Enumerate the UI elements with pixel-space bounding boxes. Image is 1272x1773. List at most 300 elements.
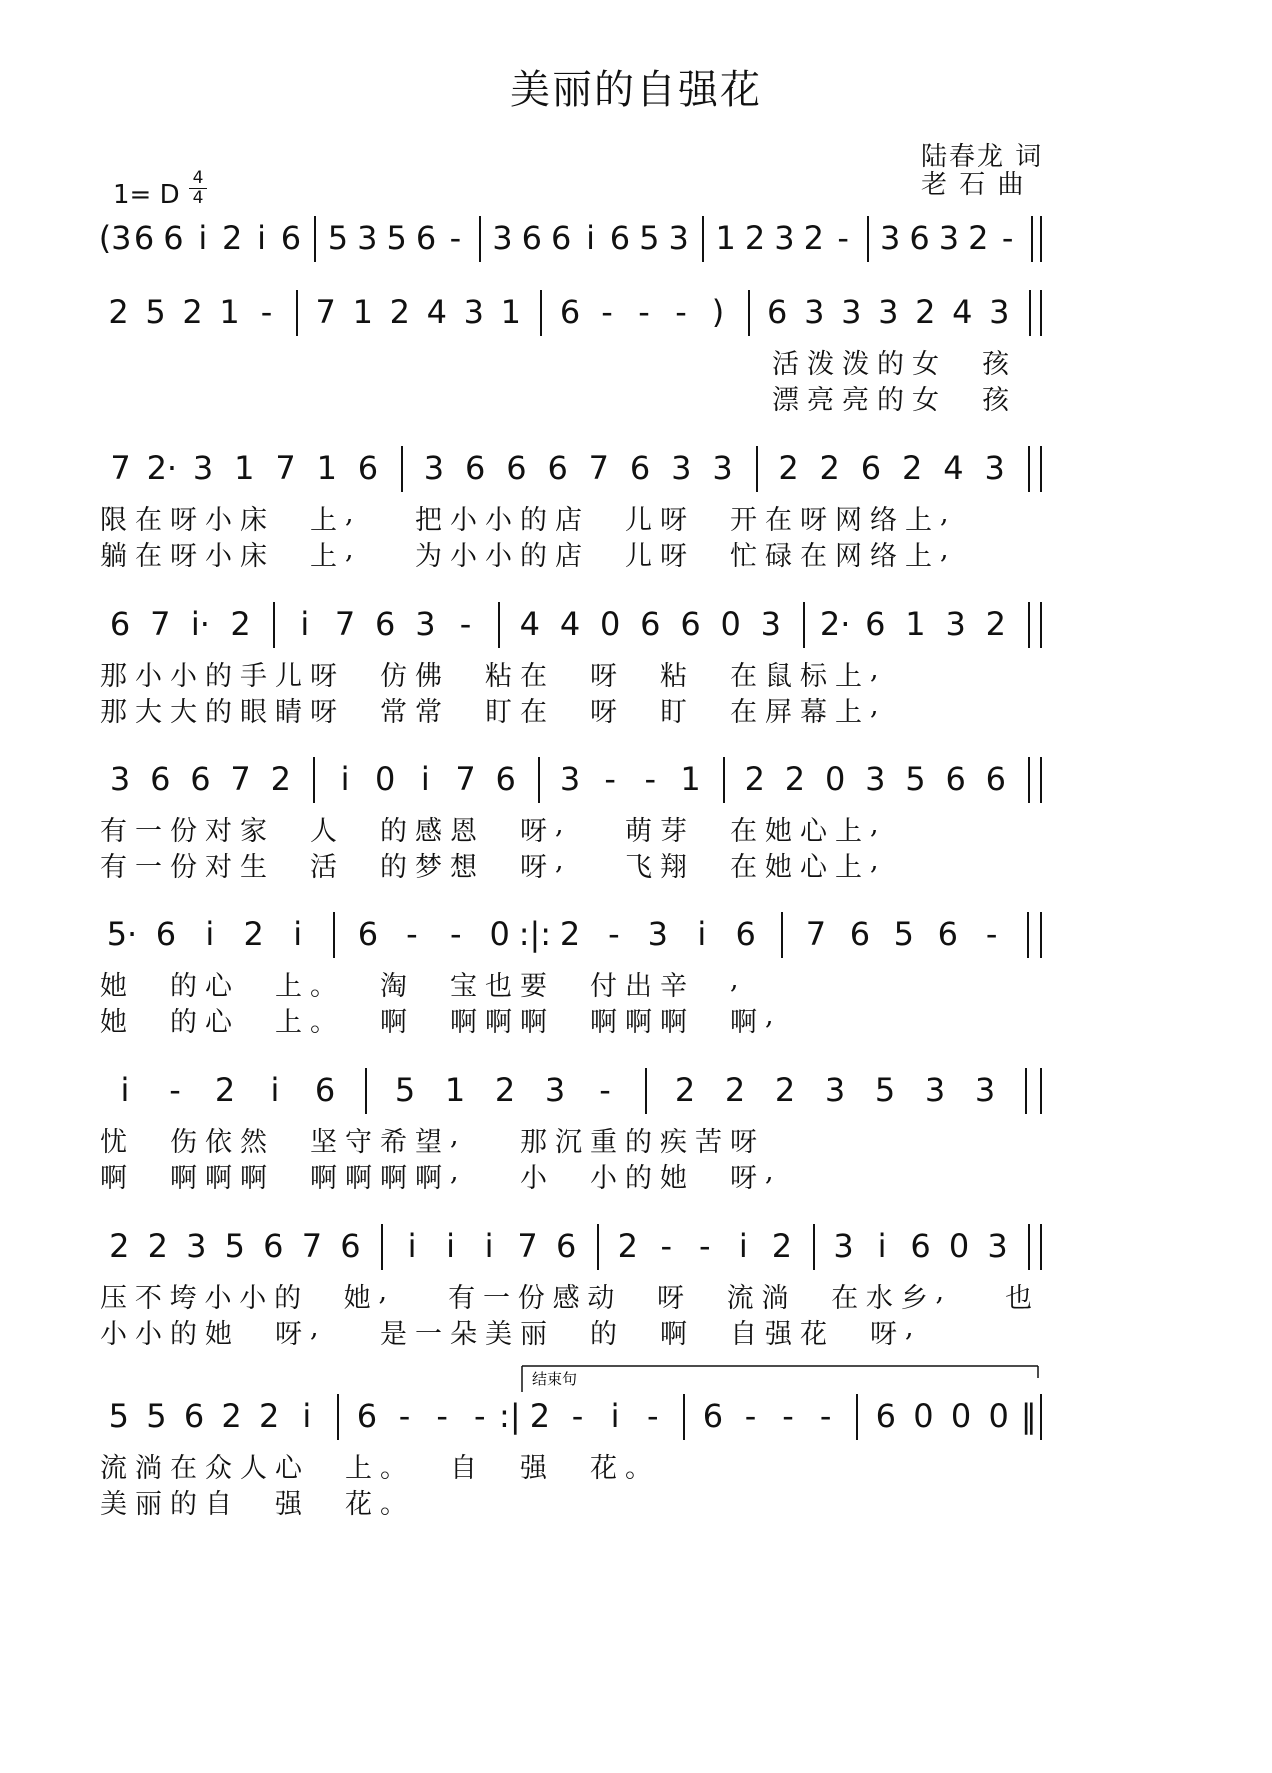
note: 6 <box>937 915 958 953</box>
lyric-char: 人 <box>240 1453 267 1484</box>
note: i <box>697 915 707 953</box>
lyric-char: 的 <box>520 541 547 572</box>
lyric-char: 在 <box>520 661 547 692</box>
note: 3 <box>647 915 669 953</box>
note: 6 <box>356 1397 378 1435</box>
note: 7 <box>275 449 296 487</box>
lyric-char: 的 <box>380 852 407 883</box>
lyric-char: 上 <box>310 541 337 572</box>
lyric-char: 小 <box>100 1319 127 1350</box>
note: 2 <box>221 1397 242 1435</box>
note: 6 <box>155 915 177 953</box>
note: 3 <box>865 760 886 798</box>
lyric-char: 的 <box>380 816 407 847</box>
note: 6 <box>340 1227 361 1265</box>
lyric-char: 幕 <box>800 697 827 728</box>
note: 2· <box>819 605 851 643</box>
note: 3 <box>880 219 901 257</box>
time-signature-bottom: 4 <box>192 188 204 208</box>
lyric-char: 的 <box>520 505 547 536</box>
lyric-char: , <box>555 809 564 840</box>
note: 1 <box>444 1071 466 1109</box>
note: 6 <box>640 605 661 643</box>
note: 6 <box>357 449 379 487</box>
note: 0 <box>720 605 741 643</box>
note: 1 <box>316 449 337 487</box>
note: - <box>571 1397 584 1435</box>
note: 6 <box>555 1227 577 1265</box>
note: 0 <box>950 1397 972 1435</box>
note: 5 <box>145 293 166 331</box>
lyric-char: 呀 <box>310 697 337 728</box>
note: 7 <box>150 605 171 643</box>
note: - <box>436 1397 448 1435</box>
note: 2 <box>182 293 203 331</box>
lyric-char: 泼 <box>842 349 869 380</box>
note: 6 <box>875 1397 896 1435</box>
note: 6 <box>985 760 1006 798</box>
note: 6 <box>314 1071 336 1109</box>
lyric-char: 孩 <box>982 349 1009 380</box>
lyric-char: 小 <box>205 505 232 536</box>
composer-credit: 老 石 曲 <box>921 170 1026 200</box>
lyric-char: 要 <box>520 971 547 1002</box>
lyric-char: 希 <box>380 1127 407 1158</box>
note: 3 <box>878 293 899 331</box>
lyric-char: 漂 <box>772 385 799 416</box>
note: 6 <box>629 449 651 487</box>
key-signature: 1= D <box>113 180 180 210</box>
note: 4 <box>519 605 540 643</box>
lyric-char: 乡 <box>900 1283 928 1314</box>
lyric-char: 的 <box>877 385 904 416</box>
note: 2 <box>214 1071 236 1109</box>
note: 7 <box>110 449 131 487</box>
lyric-char: 活 <box>772 349 799 380</box>
note: 6 <box>909 219 930 257</box>
lyric-char: 的 <box>625 1127 652 1158</box>
note: 2 <box>147 1227 168 1265</box>
lyric-char: 心 <box>205 1007 232 1038</box>
note: 6 <box>702 1397 724 1435</box>
lyric-char: 强 <box>765 1319 792 1350</box>
lyric-char: 的 <box>625 1163 652 1194</box>
lyric-char: 在 <box>765 505 792 536</box>
lyric-char: 在 <box>135 505 162 536</box>
lyric-char: 的 <box>274 1283 302 1314</box>
lyric-char: 心 <box>800 852 827 883</box>
note: 3 <box>987 1227 1008 1265</box>
lyric-char: 上 <box>275 971 302 1002</box>
lyric-char: 呀 <box>310 661 337 692</box>
lyric-char: 自 <box>730 1319 757 1350</box>
note: 3 <box>924 1071 946 1109</box>
lyric-char: 啊 <box>730 1007 757 1038</box>
note: - <box>660 1227 673 1265</box>
lyric-char: 女 <box>912 385 939 416</box>
note: 6 <box>190 760 211 798</box>
note: i <box>205 915 215 953</box>
note: 6 <box>735 915 756 953</box>
lyric-char: 一 <box>415 1319 442 1350</box>
lyric-char: 粘 <box>485 661 512 692</box>
note: i <box>340 760 350 798</box>
lyric-char: 辛 <box>660 971 687 1002</box>
note: 3 <box>671 449 692 487</box>
note: i <box>198 219 208 257</box>
lyric-char: 啊 <box>660 1007 687 1038</box>
note: - <box>744 1397 757 1435</box>
lyric-char: 网 <box>835 505 862 536</box>
note: 3 <box>668 219 689 257</box>
lyric-char: 伤 <box>170 1127 197 1158</box>
lyric-char: 不 <box>134 1283 162 1314</box>
repeat-barline: :| <box>499 1397 521 1435</box>
note: 2 <box>915 293 936 331</box>
lyric-char: 份 <box>517 1283 545 1314</box>
note: - <box>473 1397 486 1435</box>
note: i· <box>190 605 210 643</box>
lyric-char: 在 <box>730 852 757 883</box>
note: 3 <box>833 1227 854 1265</box>
note: 2 <box>259 1397 280 1435</box>
lyric-char: 。 <box>380 1453 407 1484</box>
lyric-char: 呀 <box>870 1319 897 1350</box>
lyric-char: 感 <box>552 1283 580 1314</box>
lyric-char: 小 <box>170 661 197 692</box>
lyric-char: 啊 <box>380 1163 407 1194</box>
note: 3 <box>938 219 960 257</box>
lyric-char: 在 <box>730 697 757 728</box>
repeat-barline: ‖ <box>1020 1397 1037 1435</box>
note: 5 <box>327 219 349 257</box>
note: 7 <box>455 760 476 798</box>
note: 2 <box>819 449 840 487</box>
note: 6 <box>357 915 379 953</box>
note: 3 <box>804 293 825 331</box>
lyric-char: 飞 <box>625 852 652 883</box>
lyric-char: 。 <box>310 1007 337 1038</box>
note: - <box>604 760 616 798</box>
lyric-char: 丽 <box>520 1319 547 1350</box>
note: 5 <box>108 1397 129 1435</box>
lyric-char: 一 <box>135 852 162 883</box>
note: i <box>420 760 430 798</box>
lyric-char: 女 <box>912 349 939 380</box>
lyric-char: 小 <box>204 1283 232 1314</box>
note: 6 <box>109 605 131 643</box>
note: 2 <box>389 293 410 331</box>
note: 5 <box>146 1397 167 1435</box>
note: 6 <box>495 760 516 798</box>
lyric-char: 压 <box>100 1283 127 1314</box>
note: 2 <box>778 449 799 487</box>
note: i <box>586 219 595 257</box>
note: - <box>450 915 462 953</box>
note: 1 <box>680 760 701 798</box>
note: 6 <box>133 219 155 257</box>
lyric-char: 的 <box>205 661 232 692</box>
lyric-char: 坚 <box>310 1127 337 1158</box>
note: 5 <box>394 1071 416 1109</box>
note: i <box>302 1397 312 1435</box>
lyric-char: 动 <box>587 1283 615 1314</box>
note: - <box>449 219 462 257</box>
note: i <box>120 1071 130 1109</box>
lyric-char: 儿 <box>625 505 652 536</box>
note: 5 <box>639 219 660 257</box>
lyric-char: 呀 <box>730 1163 757 1194</box>
lyric-char: 亮 <box>807 385 834 416</box>
note: 2 <box>243 915 264 953</box>
lyric-char: 常 <box>380 697 407 728</box>
lyric-char: 萌 <box>625 816 652 847</box>
lyric-char: 小 <box>135 661 162 692</box>
lyric-char: 感 <box>415 816 442 847</box>
lyric-char: 盯 <box>485 697 512 728</box>
lyric-char: , <box>378 1276 388 1307</box>
lyric-char: 儿 <box>625 541 652 572</box>
note: i <box>738 1227 748 1265</box>
note: (3 <box>98 219 132 257</box>
note: 3 <box>423 449 445 487</box>
note: 7 <box>805 915 827 953</box>
lyric-char: 水 <box>865 1283 893 1314</box>
lyric-char: 小 <box>520 1163 547 1194</box>
lyric-char: 她 <box>100 1007 127 1038</box>
lyric-char: 啊 <box>170 1163 197 1194</box>
note: 6 <box>150 760 171 798</box>
lyric-char: 开 <box>730 505 757 536</box>
lyric-char: 的 <box>205 697 232 728</box>
note: 6 <box>163 219 184 257</box>
lyric-char: 在 <box>730 661 757 692</box>
note: 6 <box>551 219 572 257</box>
lyric-char: 盯 <box>660 697 687 728</box>
note: - <box>599 1071 611 1109</box>
note: 6 <box>559 293 581 331</box>
note: i <box>407 1227 417 1265</box>
note: 6 <box>521 219 542 257</box>
lyric-char: 心 <box>800 816 827 847</box>
lyric-char: 上 <box>275 1007 302 1038</box>
note: 5 <box>386 219 407 257</box>
lyric-char: 店 <box>555 541 582 572</box>
lyric-char: 啊 <box>660 1319 687 1350</box>
lyric-char: 呀 <box>170 505 197 536</box>
note: 2· <box>146 449 178 487</box>
lyric-char: 床 <box>240 541 267 572</box>
lyric-char: 众 <box>205 1453 232 1484</box>
note: - <box>169 1071 181 1109</box>
lyric-char: 粘 <box>660 661 687 692</box>
note: 1 <box>219 293 240 331</box>
note: 6 <box>280 219 302 257</box>
note: 5 <box>224 1227 245 1265</box>
lyric-char: 美 <box>485 1319 512 1350</box>
lyric-char: 丽 <box>135 1489 162 1520</box>
note: - <box>459 605 472 643</box>
lyric-char: 的 <box>170 971 197 1002</box>
lyric-char: 的 <box>170 1319 197 1350</box>
ending-bracket <box>522 1366 1038 1392</box>
lyric-char: 呀 <box>800 505 827 536</box>
lyric-char: 为 <box>415 541 442 572</box>
note: 5 <box>905 760 926 798</box>
lyric-char: 啊 <box>485 1007 512 1038</box>
lyric-char: 上 <box>310 505 337 536</box>
note: - <box>1001 219 1014 257</box>
note: 1 <box>905 605 926 643</box>
lyric-char: 的 <box>170 1007 197 1038</box>
lyric-char: 生 <box>240 852 267 883</box>
lyric-char: 的 <box>877 349 904 380</box>
lyric-char: 流 <box>726 1283 754 1314</box>
note: - <box>837 219 849 257</box>
lyric-char: 店 <box>555 505 582 536</box>
note: 2 <box>771 1227 793 1265</box>
lyric-char: 守 <box>345 1127 372 1158</box>
lyric-char: 上 <box>835 816 862 847</box>
note: 2 <box>744 760 765 798</box>
lyric-char: 络 <box>870 505 897 536</box>
lyric-char: 啊 <box>450 1007 477 1038</box>
lyric-char: 人 <box>310 816 337 847</box>
note: 2 <box>744 219 766 257</box>
lyric-char: 啊 <box>310 1163 337 1194</box>
lyric-char: 在 <box>800 541 827 572</box>
note: 6 <box>910 1227 931 1265</box>
lyric-char: 呀 <box>520 852 547 883</box>
note: 2 <box>230 605 251 643</box>
note: 2 <box>109 1227 130 1265</box>
lyric-char: , <box>940 498 949 529</box>
lyric-char: 淌 <box>761 1283 789 1314</box>
note: 6 <box>547 449 568 487</box>
lyric-char: , <box>870 809 879 840</box>
lyric-char: 网 <box>835 541 862 572</box>
lyric-char: 小 <box>205 541 232 572</box>
lyric-char: 沉 <box>555 1127 582 1158</box>
lyric-char: 呀 <box>590 697 617 728</box>
lyric-char: 把 <box>415 505 442 536</box>
note: 6 <box>183 1397 205 1435</box>
note: 6 <box>464 449 486 487</box>
lyric-char: 花 <box>345 1489 372 1520</box>
note: 7 <box>588 449 610 487</box>
lyric-char: 美 <box>100 1489 127 1520</box>
note: 7 <box>334 605 356 643</box>
song-title: 美丽的自强花 <box>510 67 762 113</box>
lyric-char: 有 <box>100 852 127 883</box>
lyric-char: 啊 <box>415 1163 442 1194</box>
lyric-char: 。 <box>625 1453 652 1484</box>
lyric-char: 也 <box>485 971 512 1002</box>
lyric-char: 强 <box>275 1489 302 1520</box>
note: - <box>601 293 613 331</box>
lyric-char: 小 <box>135 1319 162 1350</box>
note: 1 <box>234 449 255 487</box>
note: 2 <box>724 1071 746 1109</box>
note: 1 <box>352 293 373 331</box>
note: 6 <box>767 293 788 331</box>
note: 2 <box>559 915 581 953</box>
lyric-char: 苦 <box>695 1127 722 1158</box>
note: - <box>398 1397 411 1435</box>
note: 2 <box>529 1397 551 1435</box>
lyric-char: 小 <box>485 505 512 536</box>
note: 3 <box>463 293 484 331</box>
lyric-char: 啊 <box>205 1163 232 1194</box>
note: 6 <box>609 219 631 257</box>
lyric-char: 她 <box>765 816 792 847</box>
note: 3 <box>192 449 214 487</box>
lyric-char: 呀 <box>657 1283 685 1314</box>
lyric-char: 家 <box>240 816 267 847</box>
note: 2 <box>108 293 129 331</box>
lyric-char: 淘 <box>380 971 407 1002</box>
lyric-char: 那 <box>520 1127 547 1158</box>
note: - <box>406 915 418 953</box>
lyric-char: 仿 <box>380 661 407 692</box>
note: - <box>260 293 273 331</box>
lyric-char: 望 <box>415 1127 442 1158</box>
note: 0 <box>824 760 846 798</box>
lyric-char: 啊 <box>625 1007 652 1038</box>
lyric-char: , <box>870 654 879 685</box>
lyric-char: 亮 <box>842 385 869 416</box>
note: 6 <box>945 760 966 798</box>
lyric-char: 小 <box>485 541 512 572</box>
lyric-char: 佛 <box>415 661 442 692</box>
lyric-char: 的 <box>590 1319 617 1350</box>
note: 4 <box>943 449 964 487</box>
lyric-char: 呀 <box>660 505 687 536</box>
lyric-char: 一 <box>135 816 162 847</box>
lyric-char: 呀 <box>275 1319 302 1350</box>
note: 3 <box>559 760 581 798</box>
note: - <box>819 1397 832 1435</box>
note: 0 <box>948 1227 970 1265</box>
lyric-char: 强 <box>520 1453 547 1484</box>
note: 3 <box>544 1071 566 1109</box>
lyric-char: 躺 <box>100 541 127 572</box>
lyric-char: 自 <box>450 1453 477 1484</box>
lyric-char: 流 <box>100 1453 127 1484</box>
lyric-char: 花 <box>590 1453 617 1484</box>
lyric-char: 络 <box>870 541 897 572</box>
time-signature-top: 4 <box>192 168 204 188</box>
note: i <box>877 1227 887 1265</box>
note: - <box>638 293 650 331</box>
note: 0 <box>913 1397 934 1435</box>
lyric-char: 心 <box>275 1453 302 1484</box>
lyric-char: , <box>935 1276 945 1307</box>
lyric-char: 是 <box>380 1319 407 1350</box>
lyric-char: 芽 <box>660 816 687 847</box>
note: 6 <box>415 219 437 257</box>
note: 2 <box>784 760 806 798</box>
note: 1 <box>715 219 736 257</box>
lyric-char: 心 <box>205 971 232 1002</box>
lyric-char: 。 <box>310 971 337 1002</box>
lyric-char: 翔 <box>660 852 687 883</box>
lyric-char: 重 <box>590 1127 617 1158</box>
lyric-char: 依 <box>205 1127 232 1158</box>
note: 3 <box>945 605 966 643</box>
note: 5 <box>893 915 914 953</box>
lyric-char: 。 <box>380 1489 407 1520</box>
